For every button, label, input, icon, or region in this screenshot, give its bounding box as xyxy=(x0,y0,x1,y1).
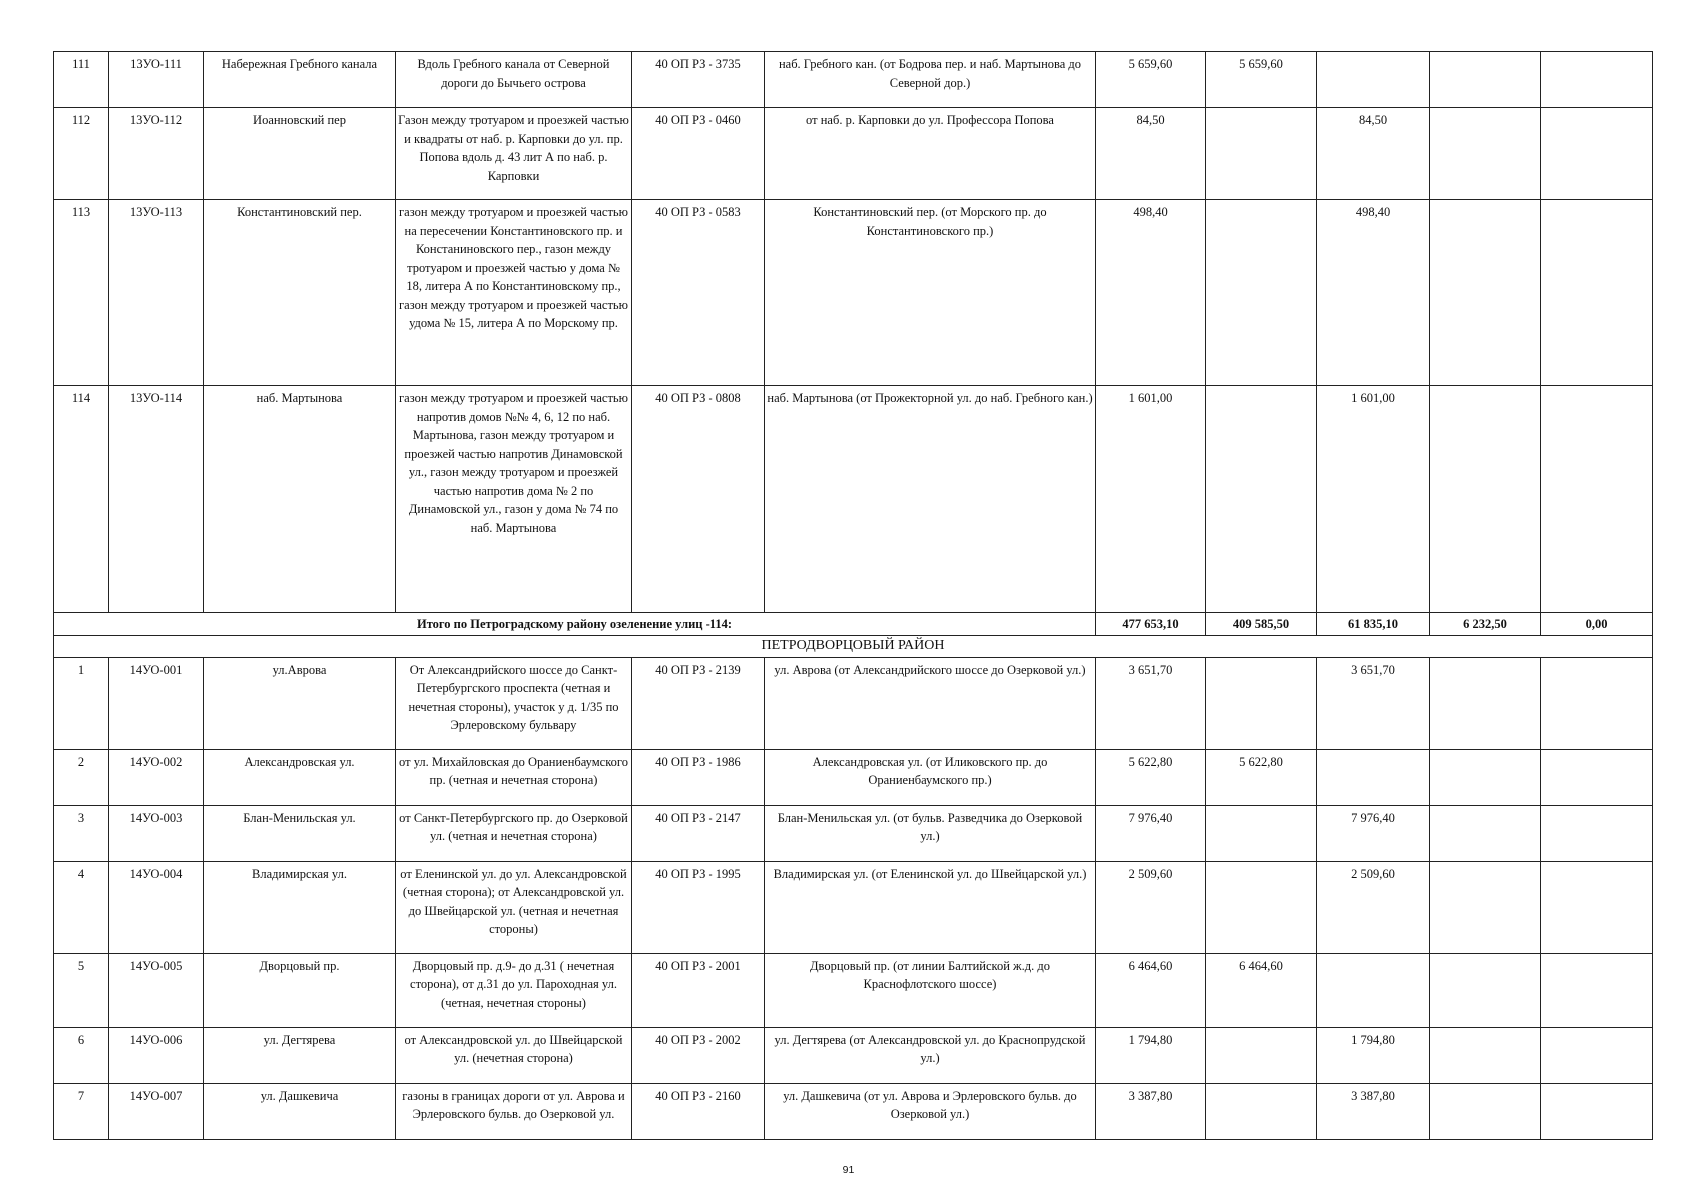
row-value-3 xyxy=(1317,52,1430,108)
row-description: газон между тротуаром и проезжей частью на пересечении Константиновского пр. и Констаниновского пер., газон между тротуаром и проезжей частью у дома № 18, литера А по Константиновскому пр., газон между тротуаром и проезжей частью удома № 15, литера А по Морскому пр. xyxy=(396,200,632,386)
row-value-2 xyxy=(1206,1083,1317,1139)
row-description: Вдоль Гребного канала от Северной дороги до Бычьего острова xyxy=(396,52,632,108)
row-code: 14УО-002 xyxy=(109,749,204,805)
total-label: Итого по Петроградскому району озеленение улиц -114: xyxy=(54,613,1096,636)
row-value-4 xyxy=(1430,108,1541,200)
row-value-2 xyxy=(1206,108,1317,200)
row-road-name: наб. Мартынова (от Прожекторной ул. до наб. Гребного кан.) xyxy=(765,386,1096,613)
row-number: 3 xyxy=(54,805,109,861)
row-value-5 xyxy=(1541,1083,1653,1139)
row-value-5 xyxy=(1541,52,1653,108)
row-description: от Еленинской ул. до ул. Александровской (четная сторона); от Александровской ул. до Швейцарской ул. (четная и нечетная стороны) xyxy=(396,861,632,953)
row-code: 13УО-112 xyxy=(109,108,204,200)
row-value-3 xyxy=(1317,749,1430,805)
row-street-name: Константиновский пер. xyxy=(204,200,396,386)
table-body-total xyxy=(54,613,1653,658)
row-description: От Александрийского шоссе до Санкт-Петербургского проспекта (четная и нечетная стороны), участок у д. 1/35 по Эрлеровскому бульвару xyxy=(396,657,632,749)
total-value-1: 477 653,10 xyxy=(1096,613,1206,636)
row-value-3: 3 651,70 xyxy=(1317,657,1430,749)
row-op-id: 40 ОП РЗ - 2139 xyxy=(632,657,765,749)
row-value-3 xyxy=(1317,953,1430,1027)
row-road-name: Константиновский пер. (от Морского пр. до Константиновского пр.) xyxy=(765,200,1096,386)
row-description: Газон между тротуаром и проезжей частью и квадраты от наб. р. Карповки до ул. пр. Попова вдоль д. 43 лит А по наб. р. Карповки xyxy=(396,108,632,200)
total-value-3: 61 835,10 xyxy=(1317,613,1430,636)
table-row xyxy=(54,1083,1653,1139)
row-value-3: 1 601,00 xyxy=(1317,386,1430,613)
row-description: от Санкт-Петербургского пр. до Озерковой ул. (четная и нечетная сторона) xyxy=(396,805,632,861)
row-street-name: Блан-Менильская ул. xyxy=(204,805,396,861)
row-street-name: Владимирская ул. xyxy=(204,861,396,953)
row-value-1: 1 794,80 xyxy=(1096,1027,1206,1083)
row-code: 13УО-114 xyxy=(109,386,204,613)
row-number: 5 xyxy=(54,953,109,1027)
row-code: 14УО-003 xyxy=(109,805,204,861)
section-title: ПЕТРОДВОРЦОВЫЙ РАЙОН xyxy=(54,636,1653,658)
row-street-name: наб. Мартынова xyxy=(204,386,396,613)
row-value-5 xyxy=(1541,861,1653,953)
row-value-1: 3 387,80 xyxy=(1096,1083,1206,1139)
table-row xyxy=(54,805,1653,861)
row-value-5 xyxy=(1541,953,1653,1027)
table-row xyxy=(54,386,1653,613)
table-row xyxy=(54,657,1653,749)
row-value-1: 2 509,60 xyxy=(1096,861,1206,953)
table-row xyxy=(54,861,1653,953)
row-road-name: от наб. р. Карповки до ул. Профессора Попова xyxy=(765,108,1096,200)
row-value-1: 498,40 xyxy=(1096,200,1206,386)
row-value-2 xyxy=(1206,805,1317,861)
total-value-2: 409 585,50 xyxy=(1206,613,1317,636)
table-row xyxy=(54,200,1653,386)
row-value-2 xyxy=(1206,861,1317,953)
row-value-4 xyxy=(1430,953,1541,1027)
table-body-petrogradsky xyxy=(54,52,1653,613)
row-value-2 xyxy=(1206,200,1317,386)
row-value-4 xyxy=(1430,386,1541,613)
row-value-5 xyxy=(1541,1027,1653,1083)
greening-table xyxy=(53,51,1653,1140)
row-op-id: 40 ОП РЗ - 3735 xyxy=(632,52,765,108)
row-road-name: Блан-Менильская ул. (от бульв. Разведчика до Озерковой ул.) xyxy=(765,805,1096,861)
row-value-3: 1 794,80 xyxy=(1317,1027,1430,1083)
total-row xyxy=(54,613,1653,636)
row-description: от ул. Михайловская до Ораниенбаумского пр. (четная и нечетная сторона) xyxy=(396,749,632,805)
row-value-5 xyxy=(1541,200,1653,386)
row-value-2: 6 464,60 xyxy=(1206,953,1317,1027)
row-code: 13УО-113 xyxy=(109,200,204,386)
row-value-3: 498,40 xyxy=(1317,200,1430,386)
row-value-4 xyxy=(1430,749,1541,805)
row-value-4 xyxy=(1430,1083,1541,1139)
row-value-5 xyxy=(1541,108,1653,200)
row-value-2 xyxy=(1206,1027,1317,1083)
row-value-1: 3 651,70 xyxy=(1096,657,1206,749)
row-street-name: ул.Аврова xyxy=(204,657,396,749)
row-number: 111 xyxy=(54,52,109,108)
row-op-id: 40 ОП РЗ - 2002 xyxy=(632,1027,765,1083)
table-row xyxy=(54,108,1653,200)
row-value-2: 5 622,80 xyxy=(1206,749,1317,805)
row-value-1: 5 622,80 xyxy=(1096,749,1206,805)
row-description: от Александровской ул. до Швейцарской ул. (нечетная сторона) xyxy=(396,1027,632,1083)
row-op-id: 40 ОП РЗ - 2147 xyxy=(632,805,765,861)
row-code: 14УО-001 xyxy=(109,657,204,749)
row-number: 4 xyxy=(54,861,109,953)
row-value-4 xyxy=(1430,52,1541,108)
row-description: газоны в границах дороги от ул. Аврова и Эрлеровского бульв. до Озерковой ул. xyxy=(396,1083,632,1139)
row-value-1: 1 601,00 xyxy=(1096,386,1206,613)
row-value-2 xyxy=(1206,386,1317,613)
row-road-name: наб. Гребного кан. (от Бодрова пер. и наб. Мартынова до Северной дор.) xyxy=(765,52,1096,108)
row-op-id: 40 ОП РЗ - 2001 xyxy=(632,953,765,1027)
section-row xyxy=(54,636,1653,658)
row-code: 14УО-007 xyxy=(109,1083,204,1139)
row-value-2: 5 659,60 xyxy=(1206,52,1317,108)
row-value-5 xyxy=(1541,805,1653,861)
table-body-petrodvortsovy xyxy=(54,657,1653,1139)
table-row xyxy=(54,953,1653,1027)
row-value-4 xyxy=(1430,1027,1541,1083)
row-number: 112 xyxy=(54,108,109,200)
row-street-name: ул. Дашкевича xyxy=(204,1083,396,1139)
row-number: 6 xyxy=(54,1027,109,1083)
row-value-2 xyxy=(1206,657,1317,749)
row-number: 1 xyxy=(54,657,109,749)
row-op-id: 40 ОП РЗ - 1986 xyxy=(632,749,765,805)
row-number: 2 xyxy=(54,749,109,805)
row-description: газон между тротуаром и проезжей частью напротив домов №№ 4, 6, 12 по наб. Мартынова, газон между тротуаром и проезжей частью напротив Динамовской ул., газон между тротуаром и проезжей частью напротив дома № 2 по Динамовской ул., газон у дома № 74 по наб. Мартынова xyxy=(396,386,632,613)
table-row xyxy=(54,749,1653,805)
row-value-5 xyxy=(1541,657,1653,749)
row-description: Дворцовый пр. д.9- до д.31 ( нечетная сторона), от д.31 до ул. Пароходная ул. (четная, нечетная стороны) xyxy=(396,953,632,1027)
page-number: 91 xyxy=(842,1164,855,1176)
row-road-name: Дворцовый пр. (от линии Балтийской ж.д. до Краснофлотского шоссе) xyxy=(765,953,1096,1027)
table-row xyxy=(54,1027,1653,1083)
row-value-4 xyxy=(1430,861,1541,953)
row-street-name: Набережная Гребного канала xyxy=(204,52,396,108)
row-street-name: Александровская ул. xyxy=(204,749,396,805)
row-op-id: 40 ОП РЗ - 0460 xyxy=(632,108,765,200)
row-road-name: Александровская ул. (от Иликовского пр. до Ораниенбаумского пр.) xyxy=(765,749,1096,805)
row-op-id: 40 ОП РЗ - 0583 xyxy=(632,200,765,386)
row-value-5 xyxy=(1541,386,1653,613)
row-code: 14УО-006 xyxy=(109,1027,204,1083)
row-code: 14УО-005 xyxy=(109,953,204,1027)
row-code: 13УО-111 xyxy=(109,52,204,108)
row-number: 7 xyxy=(54,1083,109,1139)
row-value-5 xyxy=(1541,749,1653,805)
row-value-3: 2 509,60 xyxy=(1317,861,1430,953)
row-street-name: Дворцовый пр. xyxy=(204,953,396,1027)
row-value-4 xyxy=(1430,200,1541,386)
table-row xyxy=(54,52,1653,108)
row-number: 113 xyxy=(54,200,109,386)
row-op-id: 40 ОП РЗ - 2160 xyxy=(632,1083,765,1139)
total-value-5: 0,00 xyxy=(1541,613,1653,636)
row-number: 114 xyxy=(54,386,109,613)
row-road-name: Владимирская ул. (от Еленинской ул. до Швейцарской ул.) xyxy=(765,861,1096,953)
row-value-4 xyxy=(1430,657,1541,749)
row-street-name: ул. Дегтярева xyxy=(204,1027,396,1083)
row-value-3: 3 387,80 xyxy=(1317,1083,1430,1139)
row-op-id: 40 ОП РЗ - 0808 xyxy=(632,386,765,613)
row-value-4 xyxy=(1430,805,1541,861)
row-value-3: 84,50 xyxy=(1317,108,1430,200)
row-road-name: ул. Дегтярева (от Александровской ул. до Краснопрудской ул.) xyxy=(765,1027,1096,1083)
row-value-1: 5 659,60 xyxy=(1096,52,1206,108)
row-street-name: Иоанновский пер xyxy=(204,108,396,200)
row-road-name: ул. Дашкевича (от ул. Аврова и Эрлеровского бульв. до Озерковой ул.) xyxy=(765,1083,1096,1139)
row-op-id: 40 ОП РЗ - 1995 xyxy=(632,861,765,953)
row-code: 14УО-004 xyxy=(109,861,204,953)
row-value-1: 6 464,60 xyxy=(1096,953,1206,1027)
row-value-3: 7 976,40 xyxy=(1317,805,1430,861)
row-value-1: 84,50 xyxy=(1096,108,1206,200)
row-road-name: ул. Аврова (от Александрийского шоссе до Озерковой ул.) xyxy=(765,657,1096,749)
total-value-4: 6 232,50 xyxy=(1430,613,1541,636)
row-value-1: 7 976,40 xyxy=(1096,805,1206,861)
